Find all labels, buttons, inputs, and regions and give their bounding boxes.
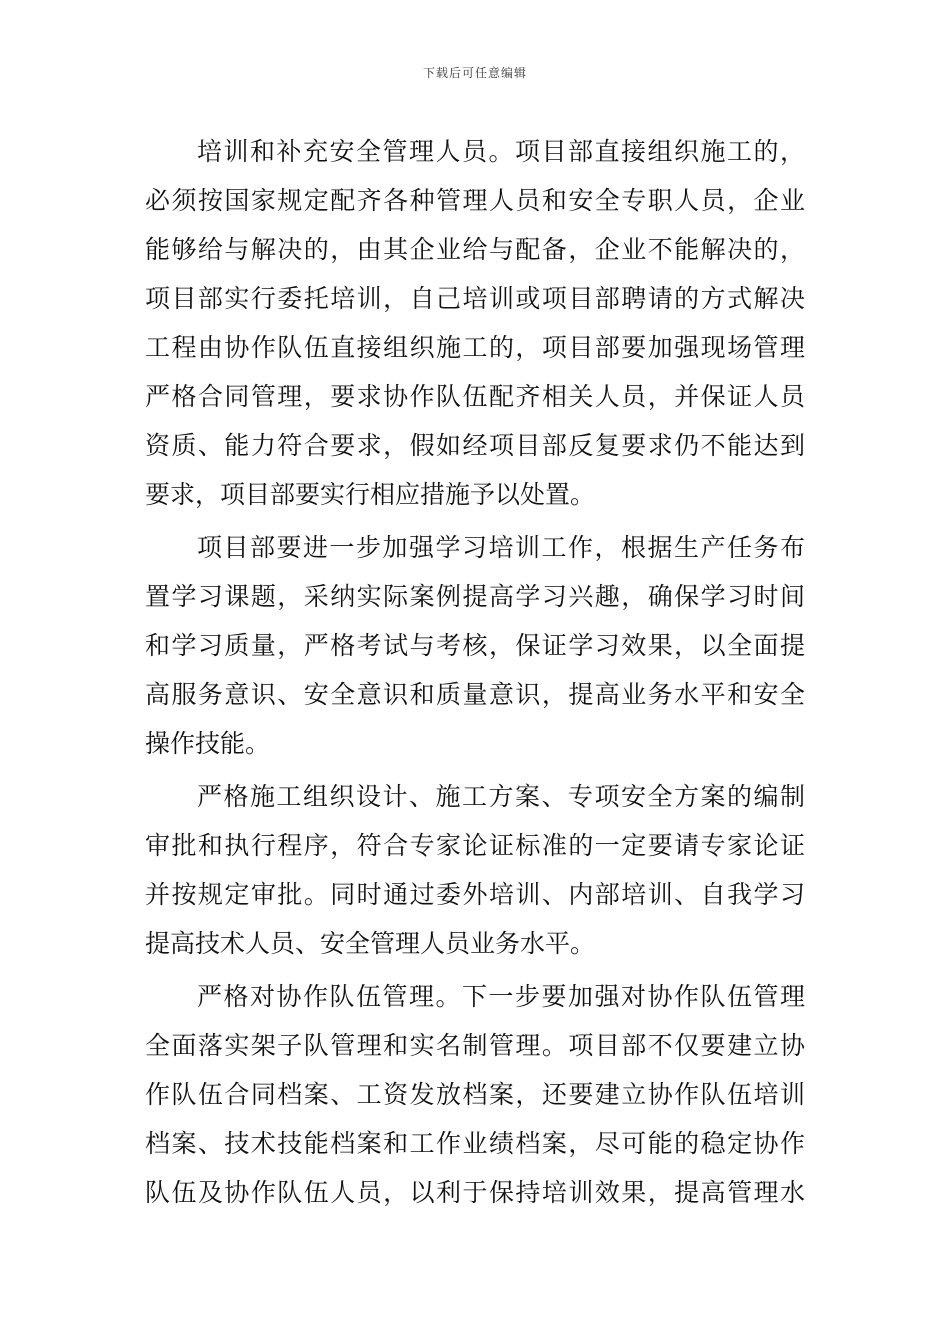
text-line: 要求，项目部要实行相应措施予以处置。: [145, 480, 596, 509]
paragraph-3: [145, 772, 805, 968]
text-line: 严格对协作队伍管理。下一步要加强对协作队伍管理: [197, 982, 805, 1011]
text-line: 并按规定审批。同时通过委外培训、内部培训、自我学习: [145, 880, 805, 909]
text-line: 提高技术人员、安全管理人员业务水平。: [145, 929, 596, 958]
paragraph-4: [145, 972, 805, 1217]
text-line: 作队伍合同档案、工资发放档案，还要建立协作队伍培训: [145, 1080, 805, 1109]
text-line: 审批和执行程序，符合专家论证标准的一定要请专家论证: [145, 831, 805, 860]
text-line: 必须按国家规定配齐各种管理人员和安全专职人员，企业: [145, 186, 805, 215]
paragraph-2: [145, 523, 805, 768]
text-line: 全面落实架子队管理和实名制管理。项目部不仅要建立协: [145, 1031, 805, 1060]
text-line: 和学习质量，严格考试与考核，保证学习效果，以全面提: [145, 631, 805, 660]
text-line: 项目部要进一步加强学习培训工作，根据生产任务布: [197, 533, 805, 562]
text-line: 档案、技术技能档案和工作业绩档案，尽可能的稳定协作: [145, 1129, 805, 1158]
text-line: 高服务意识、安全意识和质量意识，提高业务水平和安全: [145, 680, 805, 709]
document-body: [145, 127, 805, 1217]
text-line: 项目部实行委托培训，自己培训或项目部聘请的方式解决: [145, 284, 805, 313]
text-line: 置学习课题，采纳实际案例提高学习兴趣，确保学习时间: [145, 582, 805, 611]
text-line: 操作技能。: [145, 729, 271, 758]
text-line: 工程由协作队伍直接组织施工的，项目部要加强现场管理: [145, 333, 805, 362]
text-line: 能够给与解决的，由其企业给与配备，企业不能解决的，: [145, 235, 805, 264]
text-line: 资质、能力符合要求，假如经项目部反复要求仍不能达到: [145, 431, 805, 460]
paragraph-1: [145, 127, 805, 519]
text-line: 队伍及协作队伍人员，以利于保持培训效果，提高管理水: [145, 1178, 805, 1207]
text-line: 严格施工组织设计、施工方案、专项安全方案的编制: [197, 782, 805, 811]
page-header: 下载后可任意编辑: [422, 66, 527, 80]
text-line: 培训和补充安全管理人员。项目部直接组织施工的，: [197, 137, 805, 166]
text-line: 严格合同管理，要求协作队伍配齐相关人员，并保证人员: [145, 382, 805, 411]
